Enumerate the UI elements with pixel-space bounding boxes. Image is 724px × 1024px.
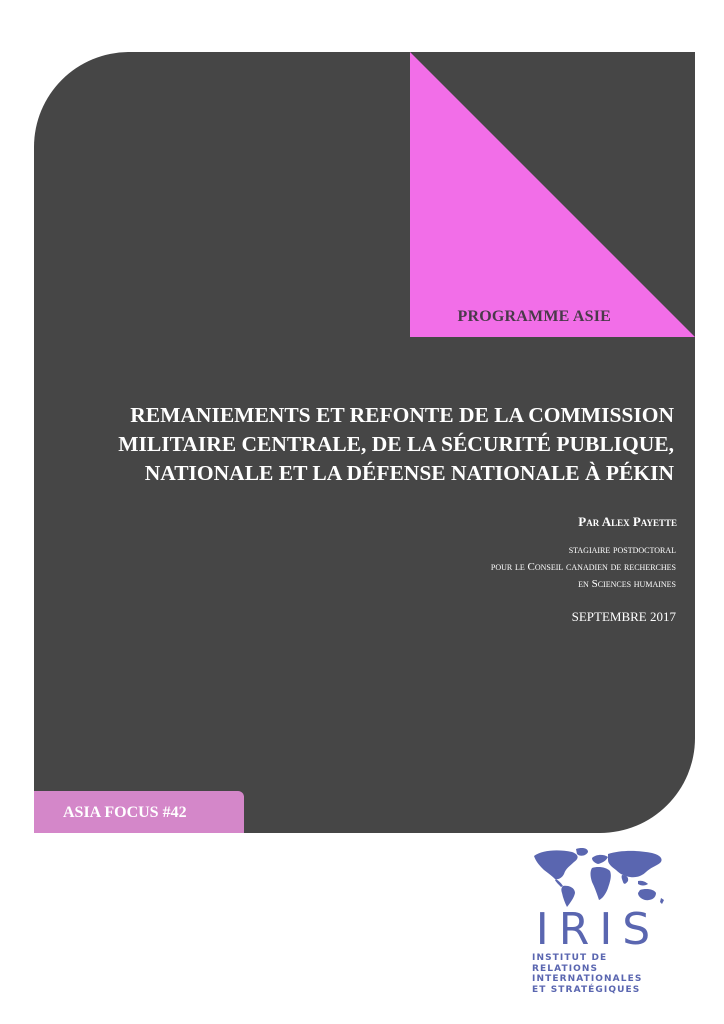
- logo-subtitle-line: INTERNATIONALES: [532, 974, 643, 984]
- title-line: MILITAIRE CENTRALE, DE LA SÉCURITÉ PUBLIQUE,: [118, 432, 674, 456]
- publication-date: SEPTEMBRE 2017: [571, 609, 676, 624]
- author-name: Par Alex Payette: [578, 514, 677, 529]
- logo-wordmark: IRIS: [535, 904, 661, 955]
- program-label: PROGRAMME ASIE: [457, 308, 611, 325]
- series-label: ASIA FOCUS #42: [63, 804, 187, 821]
- author-affiliation: [300, 542, 676, 593]
- world-map-icon: [528, 846, 668, 908]
- logo-subtitle-line: ET STRATÉGIQUES: [532, 984, 641, 995]
- affiliation-line: pour le Conseil canadien de recherches: [490, 561, 676, 573]
- series-tab: [34, 791, 244, 833]
- affiliation-line: en Sciences humaines: [578, 578, 676, 590]
- affiliation-line: stagiaire postdoctoral: [568, 544, 676, 556]
- title-line: NATIONALE ET LA DÉFENSE NATIONALE À PÉKIN: [144, 461, 674, 485]
- logo-subtitle-line: INSTITUT DE RELATIONS: [532, 953, 608, 974]
- logo-subtitle: [532, 953, 668, 995]
- title-line: REMANIEMENTS ET REFONTE DE LA COMMISSION: [130, 403, 674, 427]
- document-title: [60, 401, 674, 488]
- iris-logo: [528, 846, 668, 995]
- pink-triangle: [410, 52, 695, 337]
